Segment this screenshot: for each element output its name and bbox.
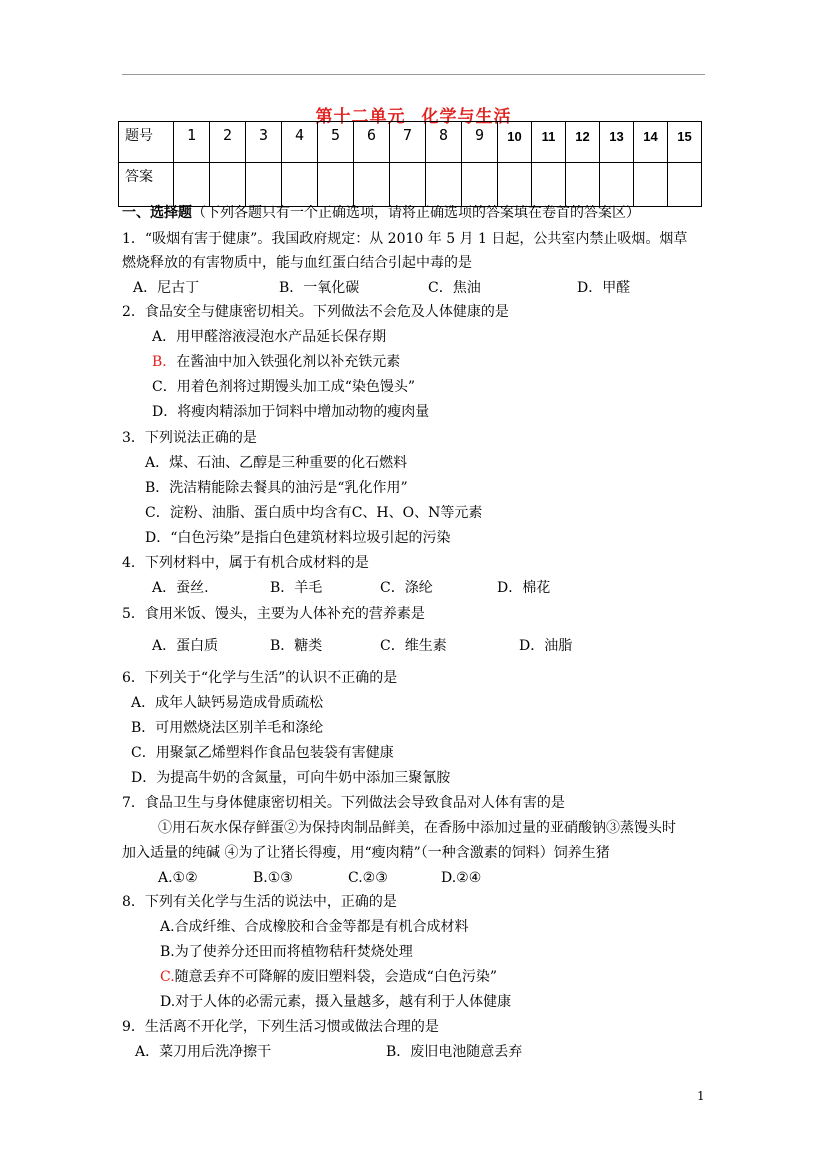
option-body: 随意丢弃不可降解的废旧塑料袋，会造成“白色污染” xyxy=(174,969,497,985)
answer-cell[interactable] xyxy=(282,163,318,207)
option-b: B．羊毛 xyxy=(270,580,323,596)
question-number-cell: 2 xyxy=(210,122,246,163)
question-text: 燃烧释放的有害物质中，能与血红蛋白结合引起中毒的是 xyxy=(122,255,472,271)
option-letter: B． xyxy=(152,354,177,370)
question-text: 9．生活离不开化学，下列生活习惯或做法合理的是 xyxy=(122,1019,439,1035)
answer-table-number-row xyxy=(119,122,702,163)
option-d: D.②④ xyxy=(441,870,482,886)
question-number-cell: 7 xyxy=(390,122,426,163)
option-text: D．将瘦肉精添加于饲料中增加动物的瘦肉量 xyxy=(152,404,430,420)
question-text: 5．食用米饭、馒头，主要为人体补充的营养素是 xyxy=(122,606,425,622)
option-a: A．尼古丁 xyxy=(133,280,200,296)
question-text: 加入适量的纯碱 ④为了让猪长得瘦，用“瘦肉精”（一种含激素的饲料）饲养生猪 xyxy=(122,845,610,861)
option-text xyxy=(152,353,400,371)
question-number-cell: 9 xyxy=(462,122,498,163)
answer-table-number-header: 题号 xyxy=(119,122,174,163)
answer-cell[interactable] xyxy=(600,163,634,207)
question-number-cell: 10 xyxy=(498,122,532,163)
option-text: A．成年人缺钙易造成骨质疏松 xyxy=(131,695,324,711)
question-number-cell: 14 xyxy=(634,122,668,163)
option-c: C.②③ xyxy=(348,870,388,886)
question-text: 3．下列说法正确的是 xyxy=(122,430,257,446)
section-title: 一、选择题 xyxy=(122,205,192,221)
question-text: 2．食品安全与健康密切相关。下列做法不会危及人体健康的是 xyxy=(122,304,509,320)
header-rule xyxy=(122,74,705,75)
answer-cell[interactable] xyxy=(498,163,532,207)
answer-cell[interactable] xyxy=(532,163,566,207)
option-a: A.①② xyxy=(158,870,198,886)
answer-cell[interactable] xyxy=(566,163,600,207)
option-text: B.为了使养分还田而将植物秸秆焚烧处理 xyxy=(160,944,413,960)
question-text: 8．下列有关化学与生活的说法中，正确的是 xyxy=(122,894,397,910)
option-text: D．为提高牛奶的含氮量，可向牛奶中添加三聚氰胺 xyxy=(131,770,451,786)
option-text xyxy=(160,968,497,986)
option-a: A．菜刀用后洗净擦干 xyxy=(135,1044,272,1060)
option-text: A．煤、石油、乙醇是三种重要的化石燃料 xyxy=(145,455,408,471)
option-d: D．甲醛 xyxy=(577,280,631,296)
option-b: B．一氧化碳 xyxy=(279,280,360,296)
answer-cell[interactable] xyxy=(462,163,498,207)
answer-cell[interactable] xyxy=(634,163,668,207)
option-a: A．蚕丝. xyxy=(152,580,209,596)
option-d: D．油脂 xyxy=(519,638,573,654)
question-number-cell: 6 xyxy=(354,122,390,163)
option-body: 在酱油中加入铁强化剂以补充铁元素 xyxy=(176,354,401,370)
option-d: D．棉花 xyxy=(497,580,551,596)
question-text: 7．食品卫生与身体健康密切相关。下列做法会导致食品对人体有害的是 xyxy=(122,795,565,811)
question-text: 1．“吸烟有害于健康”。我国政府规定：从 2010 年 5 月 1 日起，公共室内禁止吸烟。烟草 xyxy=(122,231,688,247)
answer-cell[interactable] xyxy=(668,163,702,207)
question-number-cell: 5 xyxy=(318,122,354,163)
answer-cell[interactable] xyxy=(174,163,210,207)
option-c: C．维生素 xyxy=(380,638,447,654)
answer-cell[interactable] xyxy=(354,163,390,207)
answer-table xyxy=(118,121,702,207)
question-text: ①用石灰水保存鲜蛋②为保持肉制品鲜美，在香肠中添加过量的亚硝酸钠③蒸馒头时 xyxy=(158,820,676,836)
question-number-cell: 1 xyxy=(174,122,210,163)
question-number-cell: 3 xyxy=(246,122,282,163)
option-text: D．“白色污染”是指白色建筑材料垃圾引起的污染 xyxy=(145,530,451,546)
answer-table-answer-row xyxy=(119,163,702,207)
page-number: 1 xyxy=(697,1089,705,1103)
answer-cell[interactable] xyxy=(426,163,462,207)
question-number-cell: 11 xyxy=(532,122,566,163)
question-number-cell: 4 xyxy=(282,122,318,163)
section-note: （下列各题只有一个正确选项，请将正确选项的答案填在卷首的答案区） xyxy=(192,205,640,221)
option-text: B．洗洁精能除去餐具的油污是“乳化作用” xyxy=(145,480,408,496)
question-number-cell: 8 xyxy=(426,122,462,163)
option-text: A.合成纤维、合成橡胶和合金等都是有机合成材料 xyxy=(160,919,469,935)
title-topic: 化学与生活 xyxy=(421,107,512,127)
option-text: D.对于人体的必需元素，摄入量越多，越有利于人体健康 xyxy=(160,994,512,1010)
option-a: A．蛋白质 xyxy=(152,638,219,654)
option-b: B.①③ xyxy=(253,870,293,886)
question-number-cell: 15 xyxy=(668,122,702,163)
title-unit: 第十二单元 xyxy=(315,107,406,127)
answer-cell[interactable] xyxy=(210,163,246,207)
question-number-cell: 12 xyxy=(566,122,600,163)
option-c: C．涤纶 xyxy=(380,580,433,596)
question-text: 6．下列关于“化学与生活”的认识不正确的是 xyxy=(122,670,398,686)
answer-table-answer-header: 答案 xyxy=(119,163,174,207)
option-text: B．可用燃烧法区别羊毛和涤纶 xyxy=(131,720,324,736)
option-letter: C. xyxy=(160,969,175,985)
option-b: B．糖类 xyxy=(270,638,323,654)
option-c: C．焦油 xyxy=(428,280,481,296)
option-text: C．淀粉、油脂、蛋白质中均含有C、H、O、N等元素 xyxy=(145,505,483,521)
option-text: C．用着色剂将过期馒头加工成“染色馒头” xyxy=(152,379,416,395)
question-text: 4．下列材料中，属于有机合成材料的是 xyxy=(122,555,369,571)
option-b: B．废旧电池随意丢弃 xyxy=(386,1044,523,1060)
question-number-cell: 13 xyxy=(600,122,634,163)
answer-cell[interactable] xyxy=(318,163,354,207)
option-text: A．用甲醛溶液浸泡水产品延长保存期 xyxy=(152,329,387,345)
section-heading xyxy=(122,204,640,222)
answer-cell[interactable] xyxy=(390,163,426,207)
option-text: C．用聚氯乙烯塑料作食品包装袋有害健康 xyxy=(131,745,394,761)
answer-cell[interactable] xyxy=(246,163,282,207)
